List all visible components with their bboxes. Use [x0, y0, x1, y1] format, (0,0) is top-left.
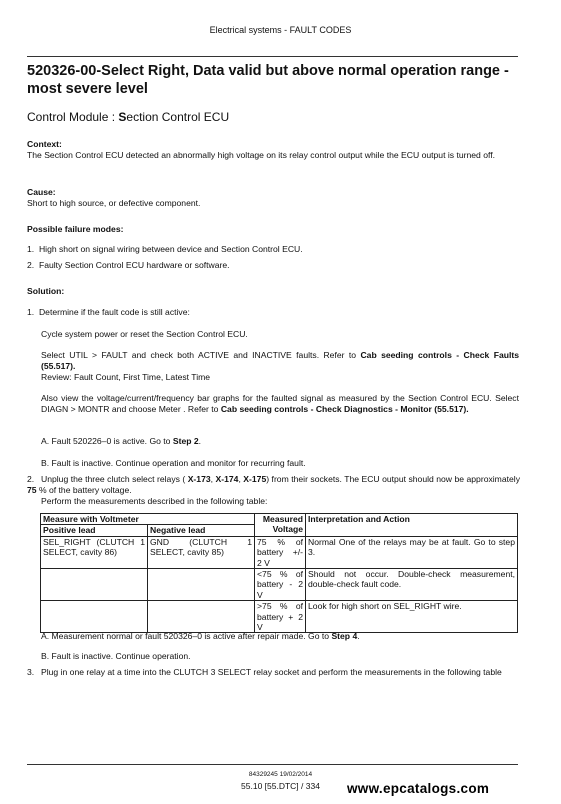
table-cell-positive: SEL_RIGHT (CLUTCH 1 SELECT, cavity 86)	[41, 536, 148, 568]
solution-label: Solution:	[27, 286, 65, 296]
step2-text-a: Unplug the three clutch select relays (	[41, 474, 188, 484]
header-rule	[27, 56, 518, 57]
page-title: 520326-00-Select Right, Data valid but above normal operation range - most severe level	[27, 63, 509, 97]
module-name-first: S	[118, 110, 127, 124]
table-cell-negative	[148, 569, 255, 601]
table-cell-voltage: >75 % of battery + 2 V	[255, 601, 306, 633]
view-reference: Cab seeding controls - Check Diagnostics - Monitor (55.517).	[220, 403, 469, 414]
table-cell-action: Should not occur. Double-check measurement, double-check fault code.	[306, 569, 518, 601]
table-row	[41, 569, 518, 601]
step-1-view	[41, 393, 519, 414]
relay-x174: X-174	[215, 474, 239, 484]
option-a-text: A. Fault 520226–0 is active. Go to	[41, 436, 173, 446]
table-cell-voltage: <75 % of battery - 2 V	[255, 569, 306, 601]
step-3	[27, 667, 520, 678]
failure-item-number: 1.	[27, 244, 35, 254]
failure-item	[27, 244, 520, 255]
module-name-rest: ection Control ECU	[126, 110, 230, 124]
table-header-measure: Measure with Voltmeter	[41, 514, 255, 525]
option-a-end: .	[198, 436, 202, 446]
option-a-step: Step 4	[331, 631, 358, 641]
table-header-positive: Positive lead	[41, 525, 148, 536]
module-prefix: Control Module :	[27, 110, 116, 124]
select-text: Select UTIL > FAULT and check both ACTIVE and INACTIVE faults. Refer to	[41, 350, 361, 360]
table-cell-negative: GND (CLUTCH 1 SELECT, cavity 85)	[148, 536, 255, 568]
failure-item-text: Faulty Section Control ECU hardware or software.	[38, 260, 230, 270]
view-text: Also view the voltage/current/frequency bar graphs for the faulted signal as measured by the Section Control ECU. Select DIAGN > MONTR and choose Meter . Refer to	[41, 393, 519, 414]
step-1-review: Review: Fault Count, First Time, Latest Time	[41, 372, 211, 382]
footer-doc-number: 84329245 19/02/2014	[248, 771, 313, 778]
option-a-text: A. Measurement normal or fault 520326–0 is active after repair made. Go to	[41, 631, 332, 641]
step-number: 1.	[27, 307, 35, 317]
step-text: Determine if the fault code is still active:	[38, 307, 190, 317]
step-text: Plug in one relay at a time into the CLUTCH 3 SELECT relay socket and perform the measurements in the following table	[41, 667, 502, 677]
select-reference: Cab seeding controls - Check Faults (55.517).	[41, 350, 519, 371]
measurement-table	[40, 513, 518, 633]
relay-x173: X-173	[187, 474, 211, 484]
step2-text-b: ) from their sockets. The ECU output should now be approximately	[266, 474, 520, 484]
footer-page-number: 55.10 [55.DTC] / 334	[241, 781, 320, 791]
step-1-option-b: B. Fault is inactive. Continue operation and monitor for recurring fault.	[41, 458, 306, 468]
step2-percent: 75	[27, 484, 37, 495]
table-cell-positive	[41, 601, 148, 633]
step2-text-c: % of the battery voltage.	[36, 484, 132, 495]
table-row	[41, 601, 518, 633]
step-1	[27, 307, 520, 318]
failure-item-number: 2.	[27, 260, 35, 270]
cause-text: Short to high source, or defective component.	[27, 198, 201, 208]
context-text: The Section Control ECU detected an abnormally high voltage on its relay control output while the ECU output is turned off.	[27, 150, 495, 160]
table-header-interpretation: Interpretation and Action	[306, 514, 518, 537]
relay-x175: X-175	[243, 474, 267, 484]
context-label: Context:	[27, 139, 62, 149]
table-cell-negative	[148, 601, 255, 633]
footer-rule	[27, 764, 518, 765]
failure-item	[27, 260, 520, 271]
watermark: www.epcatalogs.com	[347, 781, 490, 796]
step-1-option-a	[41, 436, 519, 447]
cause-label: Cause:	[27, 187, 56, 197]
failure-label: Possible failure modes:	[27, 224, 124, 234]
table-row	[41, 536, 518, 568]
step-2	[27, 474, 520, 495]
step-number: 2.	[27, 474, 35, 484]
page-header: Electrical systems - FAULT CODES	[209, 25, 352, 35]
step-2-option-b: B. Fault is inactive. Continue operation.	[41, 651, 191, 661]
table-cell-action: Look for high short on SEL_RIGHT wire.	[306, 601, 518, 633]
table-header-voltage: Measured Voltage	[255, 514, 306, 537]
step-number: 3.	[27, 667, 35, 677]
step-2-perform: Perform the measurements described in the following table:	[41, 496, 268, 506]
table-cell-positive	[41, 569, 148, 601]
option-a-end: .	[357, 631, 360, 641]
step2-separator: ,	[210, 474, 216, 484]
step-1-select	[41, 350, 519, 371]
table-header-negative: Negative lead	[148, 525, 255, 536]
option-a-step: Step 2	[172, 436, 199, 446]
step-1-cycle: Cycle system power or reset the Section Control ECU.	[41, 329, 248, 339]
failure-item-text: High short on signal wiring between device and Section Control ECU.	[38, 244, 303, 254]
module-heading	[27, 110, 229, 124]
table-cell-action: Normal One of the relays may be at fault. Go to step 3.	[306, 536, 518, 568]
step2-separator: ,	[238, 474, 244, 484]
step-2-option-a	[41, 631, 519, 642]
table-cell-voltage: 75 % of battery +/- 2 V	[255, 536, 306, 568]
